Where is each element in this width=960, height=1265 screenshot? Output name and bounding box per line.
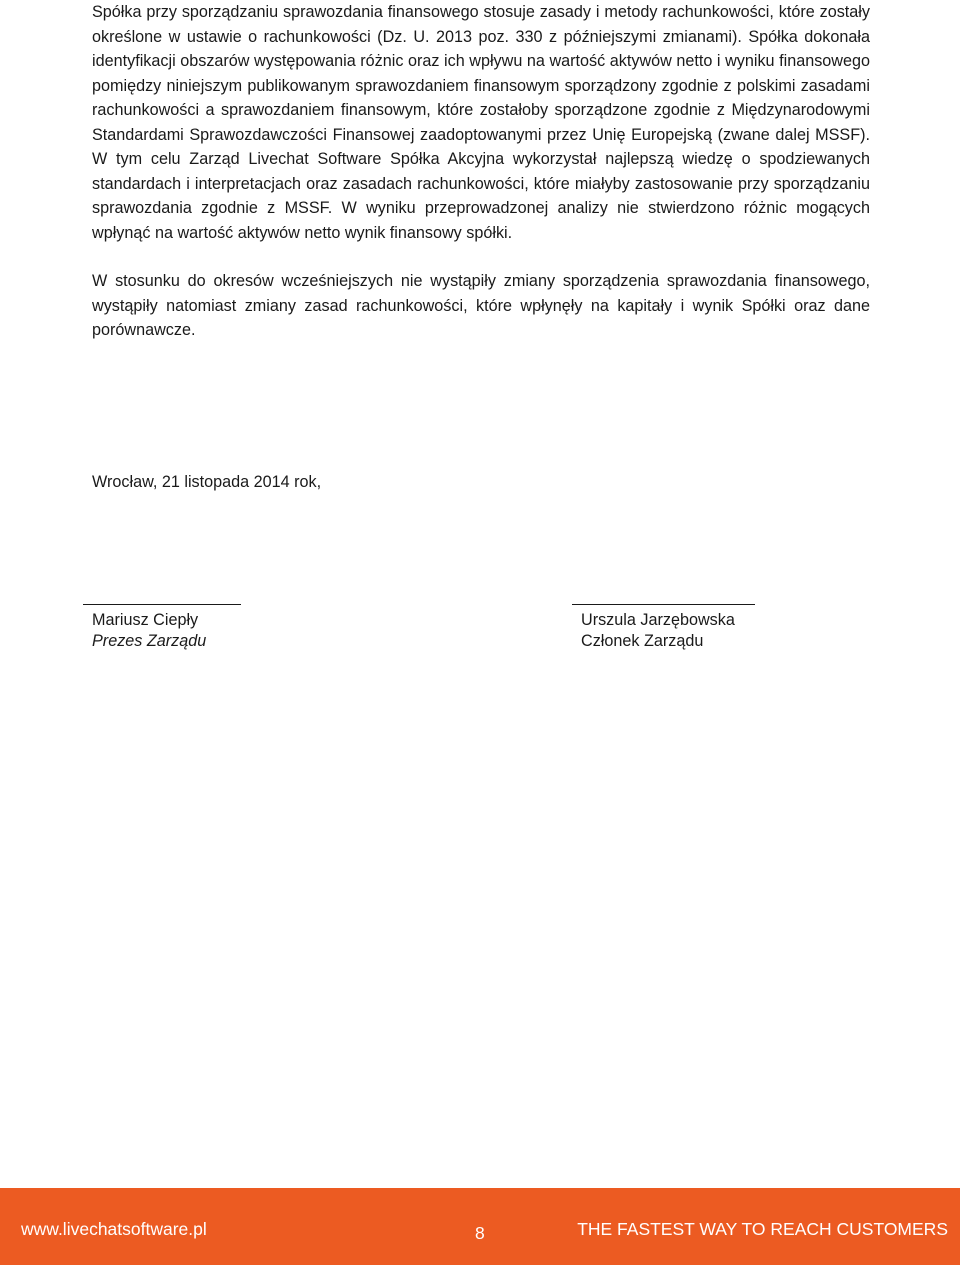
footer-website-link[interactable]: www.livechatsoftware.pl <box>21 1219 207 1239</box>
signature-block-board-member <box>572 604 755 652</box>
signatory-name: Urszula Jarzębowska <box>581 611 735 629</box>
signature-line <box>572 604 755 605</box>
signatory-name: Mariusz Ciepły <box>92 611 199 629</box>
paragraph-accounting-policies: Spółka przy sporządzaniu sprawozdania finansowego stosuje zasady i metody rachunkowości, które zostały określone w ustawie o rachunkowości (Dz. U. 2013 poz. 330 z późniejszymi zmianami). Spółka dokonała identyfikacji obszarów występowania różnic oraz ich wpływu na wartość aktywów netto i wyniku finansowego pomiędzy niniejszym publikowanym sprawozdaniem finansowym sporządzony zgodnie z polskimi zasadami rachunkowości a sprawozdaniem finansowym, które zostałoby sporządzone zgodnie z Międzynarodowymi Standardami Sprawozdawczości Finansowej zaadoptowanymi przez Unię Europejską (zwane dalej MSSF). W tym celu Zarząd Livechat Software Spółka Akcyjna wykorzystał najlepszą wiedzę o spodziewanych standardach i interpretacjach oraz zasadach rachunkowości, które miałyby zastosowanie przy sporządzaniu sprawozdania zgodnie z MSSF. W wyniku przeprowadzonej analizy nie stwierdzono różnic mogących wpłynąć na wartość aktywów netto wynik finansowy spółki. <box>92 3 870 242</box>
signature-block-president <box>83 604 241 652</box>
signature-line <box>83 604 241 605</box>
paragraph-changes: W stosunku do okresów wcześniejszych nie wystąpiły zmiany sporządzenia sprawozdania finansowego, wystąpiły natomiast zmiany zasad rachunkowości, które wpłynęły na kapitały i wynik Spółki oraz dane porównawcze. <box>92 272 870 339</box>
page-number: 8 <box>475 1223 485 1243</box>
signatory-role: Członek Zarządu <box>581 632 704 650</box>
signatory-role: Prezes Zarządu <box>92 632 207 650</box>
page-footer <box>0 1188 960 1265</box>
place-and-date: Wrocław, 21 listopada 2014 rok, <box>92 473 322 491</box>
document-body <box>92 0 870 343</box>
footer-tagline: THE FASTEST WAY TO REACH CUSTOMERS <box>577 1219 948 1239</box>
